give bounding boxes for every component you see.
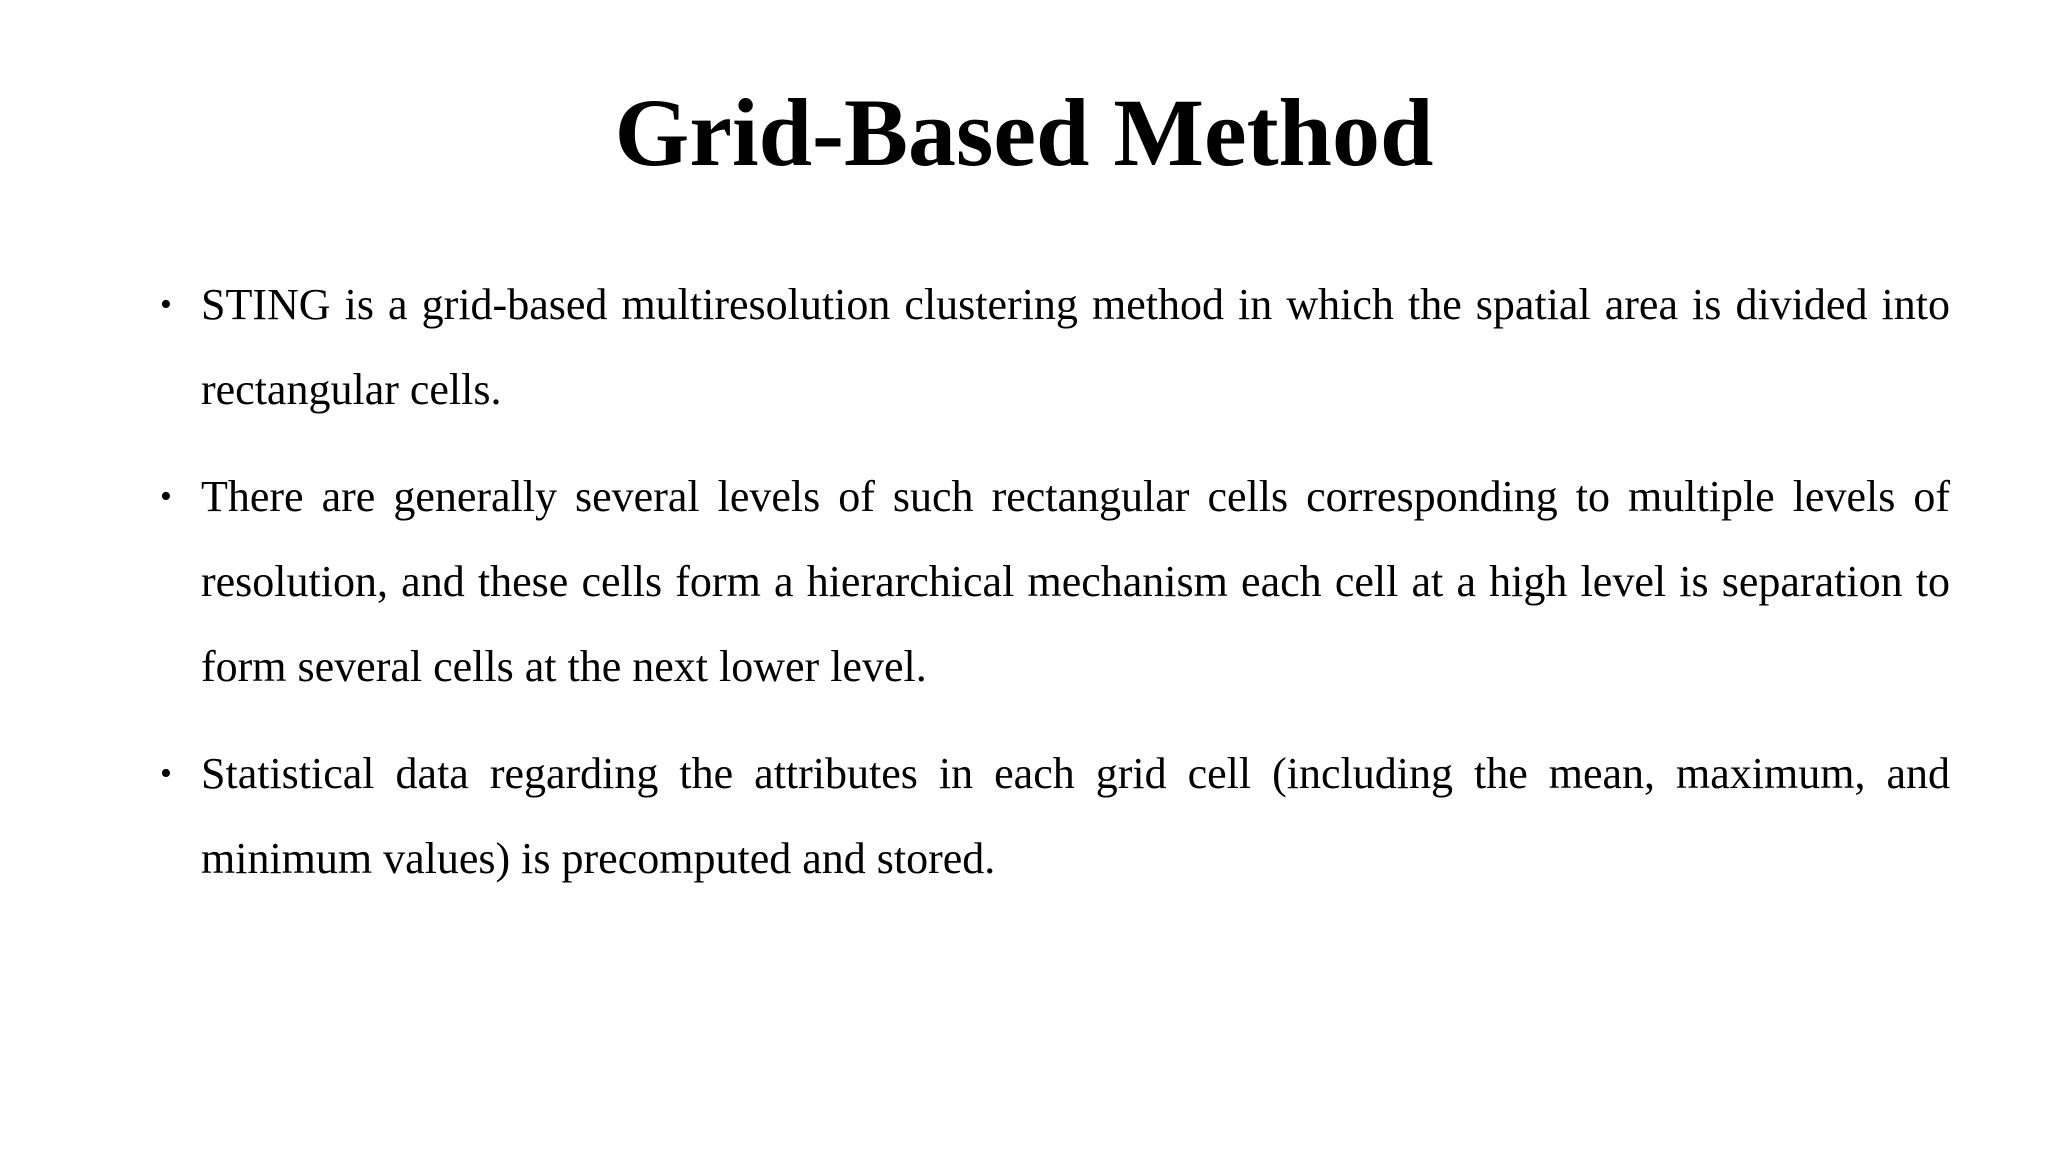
bullet-text: There are generally several levels of such rectangular cells corresponding to multiple levels of resolution, and these cells form a hierarchical mechanism each cell at a high level is separation to form several cells at the next lower level. <box>201 472 1950 691</box>
bullet-text: STING is a grid-based multiresolution clustering method in which the spatial area is divided into rectangular cells. <box>201 280 1950 414</box>
bullet-item-statistics <box>160 731 1950 901</box>
bullet-list <box>160 262 1950 923</box>
bullet-dot-icon: • <box>160 478 172 515</box>
bullet-dot-icon: • <box>160 286 172 323</box>
slide-title: Grid-Based Method <box>614 79 1434 186</box>
bullet-text: Statistical data regarding the attributes in each grid cell (including the mean, maximum, and minimum values) is precomputed and stored. <box>201 749 1950 883</box>
bullet-item-levels <box>160 454 1950 709</box>
bullet-item-sting <box>160 262 1950 432</box>
bullet-dot-icon: • <box>160 755 172 792</box>
